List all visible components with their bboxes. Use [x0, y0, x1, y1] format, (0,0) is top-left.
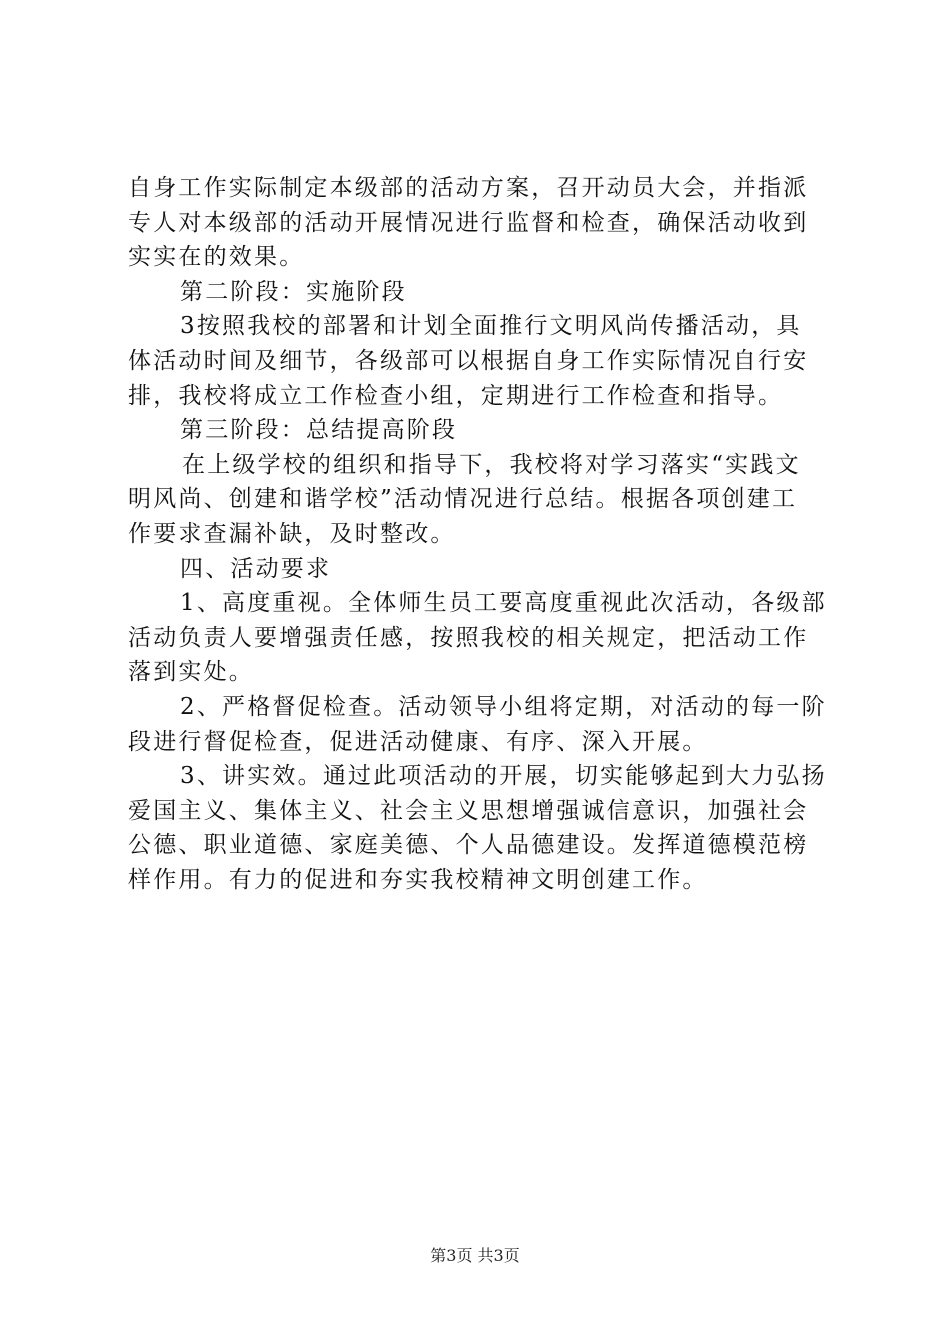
text-line: 1、高度重视。全体师生员工要高度重视此次活动，各级部 — [180, 590, 827, 617]
text-line: 3、讲实效。通过此项活动的开展，切实能够起到大力弘扬 — [180, 763, 827, 790]
text-line: 样作用。有力的促进和夯实我校精神文明创建工作。 — [128, 866, 708, 893]
text-line: 自身工作实际制定本级部的活动方案，召开动员大会，并指派 — [128, 175, 809, 201]
document-body — [128, 171, 828, 897]
text-line: 活动负责人要增强责任感，按照我校的相关规定，把活动工作 — [128, 624, 809, 651]
text-line: 爱国主义、集体主义、社会主义思想增强诚信意识，加强社会 — [128, 797, 809, 824]
text-line: 3按照我校的部署和计划全面推行文明风尚传播活动，具 — [180, 313, 802, 340]
text-line: 体活动时间及细节，各级部可以根据自身工作实际情况自行安 — [128, 347, 809, 374]
text-line: 作要求查漏补缺，及时整改。 — [128, 520, 456, 547]
text-line: 四、活动要求 — [180, 555, 332, 582]
text-line: 第二阶段：实施阶段 — [180, 278, 407, 305]
text-line: 在上级学校的组织和指导下，我校将对学习落实“实践文 — [182, 451, 801, 478]
text-line: 落到实处。 — [128, 659, 254, 686]
page-footer: 第3页 共3页 — [430, 1246, 520, 1265]
text-line: 段进行督促检查，促进活动健康、有序、深入开展。 — [128, 728, 708, 755]
text-line: 排，我校将成立工作检查小组，定期进行工作检查和指导。 — [128, 382, 784, 409]
text-line: 明风尚、创建和谐学校”活动情况进行总结。根据各项创建工 — [128, 486, 798, 513]
text-line: 专人对本级部的活动开展情况进行监督和检查，确保活动收到 — [128, 209, 809, 236]
text-line: 2、严格督促检查。活动领导小组将定期，对活动的每一阶 — [180, 693, 827, 720]
text-line: 实实在的效果。 — [128, 244, 305, 271]
text-line: 公德、职业道德、家庭美德、个人品德建设。发挥道德模范榜 — [128, 832, 809, 859]
text-line: 第三阶段：总结提高阶段 — [180, 417, 458, 444]
